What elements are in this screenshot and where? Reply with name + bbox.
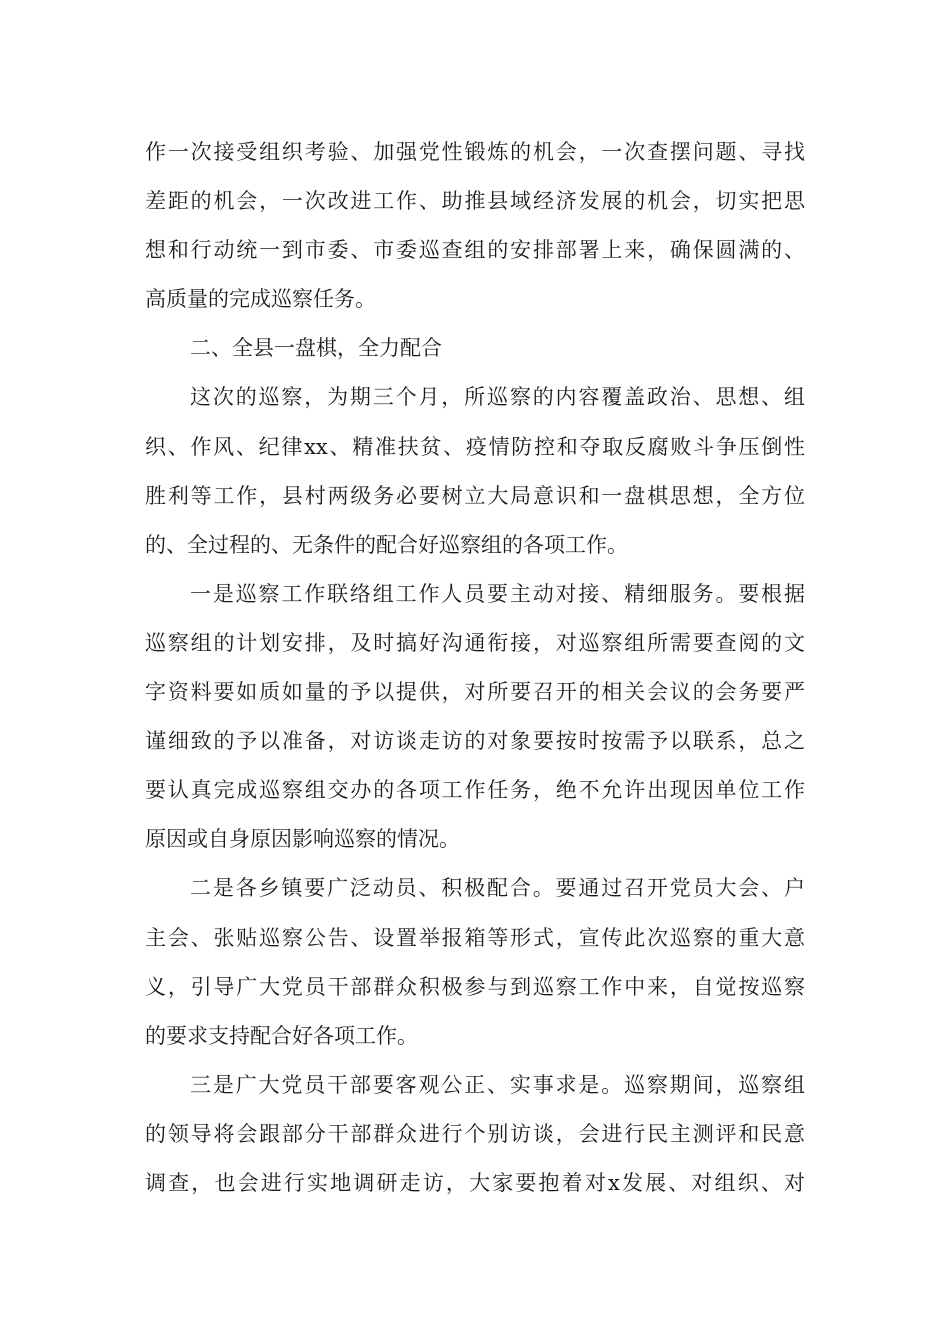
text-line: 字资料要如质如量的予以提供，对所要召开的相关会议的会务要严 bbox=[145, 680, 805, 705]
text-line: 谨细致的予以准备，对访谈走访的对象要按时按需予以联系，总之 bbox=[145, 729, 805, 754]
text-line: 这次的巡察，为期三个月，所巡察的内容覆盖政治、思想、组 bbox=[190, 385, 805, 410]
text-line: 胜利等工作，县村两级务必要树立大局意识和一盘棋思想，全方位 bbox=[145, 483, 805, 508]
text-line: 巡察组的计划安排，及时搞好沟通衔接，对巡察组所需要查阅的文 bbox=[145, 630, 805, 655]
text-line: 的领导将会跟部分干部群众进行个别访谈，会进行民主测评和民意 bbox=[145, 1121, 805, 1146]
document-body bbox=[145, 128, 805, 1208]
text-line: 三是广大党员干部要客观公正、实事求是。巡察期间，巡察组 bbox=[190, 1072, 805, 1097]
text-line: 主会、张贴巡察公告、设置举报箱等形式，宣传此次巡察的重大意 bbox=[145, 925, 805, 950]
text-line: 织、作风、纪律xx、精准扶贫、疫情防控和夺取反腐败斗争压倒性 bbox=[145, 434, 805, 459]
text-line: 作一次接受组织考验、加强党性锻炼的机会，一次查摆问题、寻找 bbox=[145, 140, 805, 164]
text-line: 想和行动统一到市委、市委巡查组的安排部署上来，确保圆满的、 bbox=[145, 238, 805, 263]
text-line: 原因或自身原因影响巡察的情况。 bbox=[145, 827, 460, 852]
text-line: 的要求支持配合好各项工作。 bbox=[145, 1023, 418, 1048]
text-line: 一是巡察工作联络组工作人员要主动对接、精细服务。要根据 bbox=[190, 581, 805, 606]
text-line: 的、全过程的、无条件的配合好巡察组的各项工作。 bbox=[145, 532, 628, 557]
text-line: 要认真完成巡察组交办的各项工作任务，绝不允许出现因单位工作 bbox=[145, 778, 805, 803]
text-line: 高质量的完成巡察任务。 bbox=[145, 287, 376, 312]
text-line: 差距的机会，一次改进工作、助推县域经济发展的机会，切实把思 bbox=[145, 189, 805, 214]
text-line: 二、全县一盘棋，全力配合 bbox=[190, 336, 442, 361]
text-line: 义，引导广大党员干部群众积极参与到巡察工作中来，自觉按巡察 bbox=[145, 974, 805, 999]
text-line: 调查，也会进行实地调研走访，大家要抱着对x发展、对组织、对 bbox=[145, 1170, 805, 1195]
text-line: 二是各乡镇要广泛动员、积极配合。要通过召开党员大会、户 bbox=[190, 876, 805, 901]
